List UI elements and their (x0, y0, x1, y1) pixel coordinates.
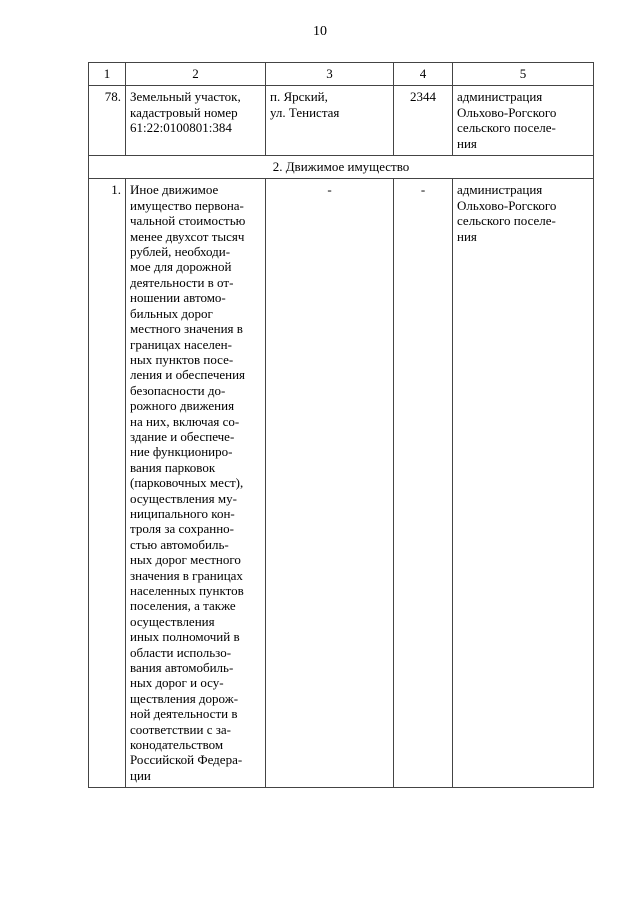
object-area: 2344 (394, 86, 453, 156)
text-line: рожного движения (130, 398, 235, 414)
text-line: иных полномочий в (130, 629, 240, 645)
text-line: конодательством (130, 737, 224, 753)
text-line: троля за сохранно- (130, 521, 234, 537)
object-holder (453, 86, 594, 156)
section-title: 2. Движимое имущество (89, 156, 594, 179)
text-line: ных дорог местного (130, 552, 241, 568)
object-name (126, 86, 266, 156)
table-row (89, 86, 594, 156)
text-line: Ольхово-Рогского (457, 104, 557, 120)
text-line: стью автомобиль- (130, 536, 229, 552)
header-col-3: 3 (266, 63, 394, 86)
text-line: п. Ярский, (270, 89, 328, 105)
object-area: - (394, 179, 453, 788)
text-line: здание и обеспече- (130, 428, 235, 444)
text-line: Ольхово-Рогского (457, 197, 557, 213)
object-address (266, 86, 394, 156)
text-line: поселения, а также (130, 598, 236, 614)
header-col-4: 4 (394, 63, 453, 86)
text-line: ции (130, 767, 151, 783)
text-line: вания парковок (130, 459, 216, 475)
text-line: сельского поселе- (457, 213, 556, 229)
text-line: Иное движимое (130, 182, 219, 198)
text-line: деятельности в от- (130, 274, 234, 290)
header-col-1: 1 (89, 63, 126, 86)
table-row (89, 179, 594, 788)
text-line: сельского поселе- (457, 120, 556, 136)
header-col-5: 5 (453, 63, 594, 86)
text-line: вания автомобиль- (130, 660, 234, 676)
text-line: ных дорог и осу- (130, 675, 224, 691)
text-line: ления и обеспечения (130, 367, 246, 383)
text-line: чальной стоимостью (130, 213, 246, 229)
text-line: менее двухсот тысяч (130, 228, 245, 244)
text-line: ние функциониро- (130, 444, 233, 460)
text-line: ул. Тенистая (270, 104, 340, 120)
text-line: Земельный участок, (130, 89, 241, 105)
row-number: 1. (89, 179, 126, 788)
text-line: местного значения в (130, 321, 243, 337)
text-line: кадастровый номер (130, 104, 238, 120)
object-address: - (266, 179, 394, 788)
page-number: 10 (313, 24, 327, 39)
text-line: безопасности до- (130, 382, 226, 398)
text-line: населенных пунктов (130, 583, 244, 598)
text-line: ниципального кон- (130, 505, 235, 521)
text-line: имущество первона- (130, 197, 244, 213)
text-line: ных пунктов посе- (130, 351, 234, 367)
text-line: на них, включая со- (130, 413, 240, 429)
header-col-2: 2 (126, 63, 266, 86)
text-line: администрация (457, 182, 543, 198)
text-line: ния (457, 135, 477, 151)
text-line: значения в границах (130, 567, 243, 583)
text-line: ществления дорож- (130, 690, 239, 706)
text-line: осуществления му- (130, 490, 237, 506)
text-line: области использо- (130, 644, 232, 660)
property-registry-table (88, 62, 594, 788)
text-line: ния (457, 228, 477, 244)
header-row (89, 63, 594, 86)
object-name (126, 179, 266, 788)
section-row (89, 156, 594, 179)
text-line: рублей, необходи- (130, 244, 231, 260)
text-line: границах населен- (130, 336, 232, 352)
text-line: ной деятельности в (130, 706, 238, 722)
text-line: 61:22:0100801:384 (130, 120, 232, 136)
text-line: мое для дорожной (130, 259, 232, 275)
text-line: администрация (457, 89, 543, 105)
row-number: 78. (89, 86, 126, 156)
text-line: Российской Федера- (130, 752, 243, 768)
text-line: (парковочных мест), (130, 475, 244, 491)
text-line: бильных дорог (130, 305, 213, 321)
text-line: соответствии с за- (130, 721, 231, 737)
text-line: ношении автомо- (130, 290, 226, 306)
text-line: осуществления (130, 613, 215, 629)
object-holder (453, 179, 594, 788)
